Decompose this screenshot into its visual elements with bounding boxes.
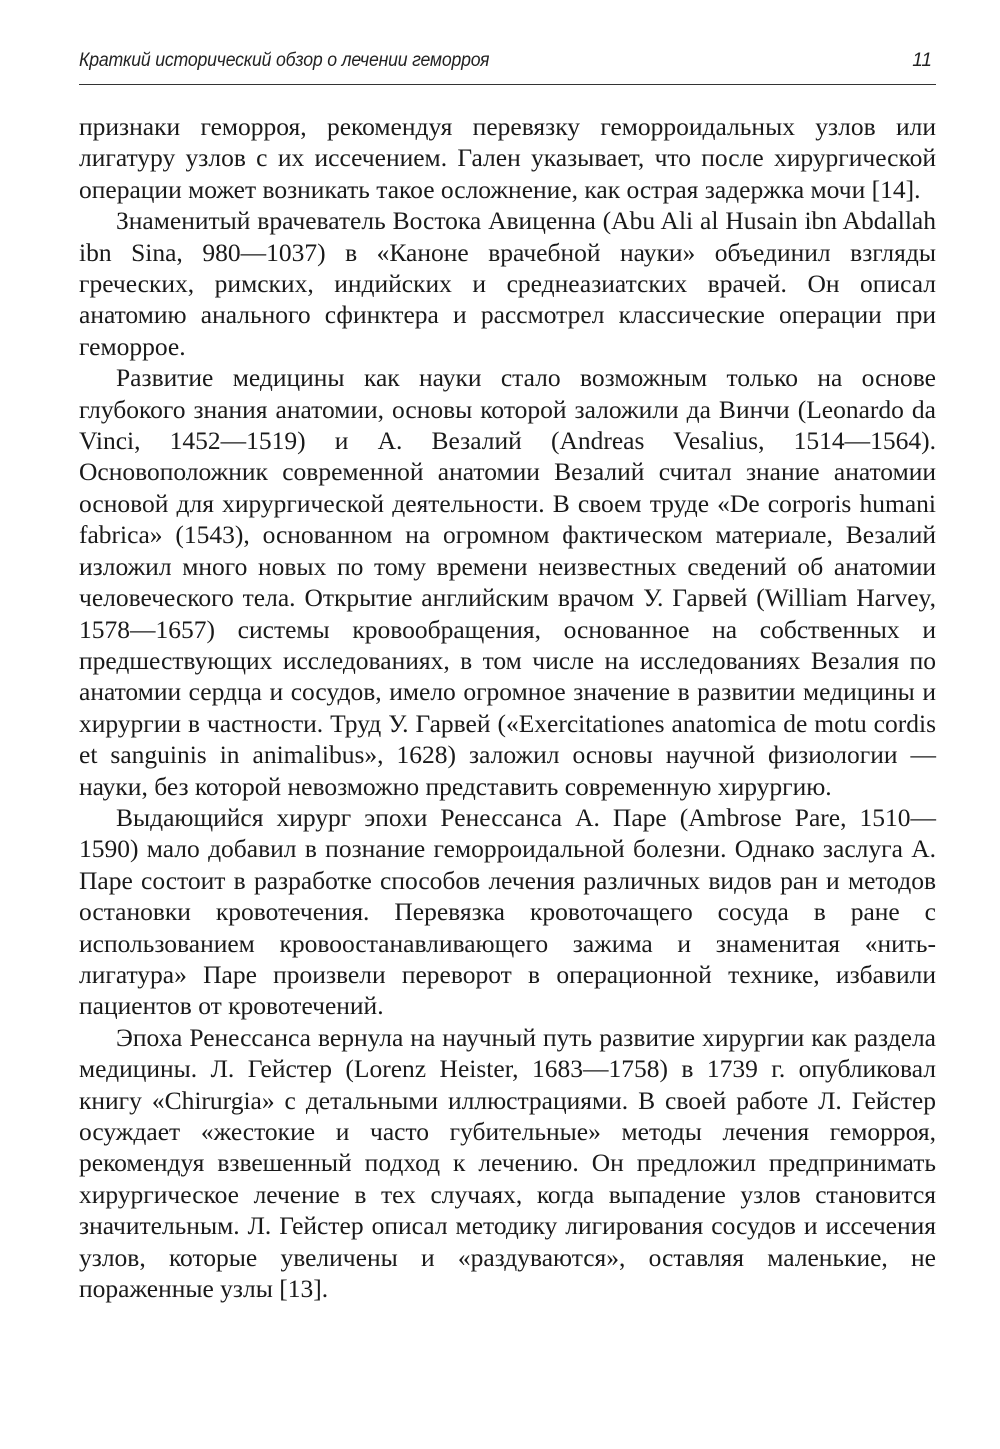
running-header	[79, 50, 936, 85]
paragraph-continuation: признаки геморроя, рекомендуя перевязку геморроидальных узлов или лигатуру узлов с их иссечением. Гален указывает, что после хирургической операции может возникать такое осложнение, как острая задержка мочи [14].	[79, 112, 936, 204]
running-title: Краткий исторический обзор о лечении геморроя	[79, 50, 490, 71]
paragraph-avicenna: Знаменитый врачеватель Востока Авиценна (Abu Ali al Husain ibn Abdallah ibn Sina, 980—1037) в «Каноне врачебной науки» объединил взгляды греческих, римских, индийских и среднеазиатских врачей. Он описал анатомию анального сфинктера и рассмотрел классические операции при геморрое.	[79, 206, 936, 361]
page-number: 11	[912, 50, 932, 71]
paragraph-anatomy: Развитие медицины как науки стало возможным только на основе глубокого знания анатомии, основы которой заложили да Винчи (Leonardo da Vinci, 1452—1519) и А. Везалий (Andreas Vesalius, 1514—1564). Основоположник современной анатомии Везалий считал знание анатомии основой для хирургической деятельности. В своем труде «De corporis humani fabrica» (1543), основанном на огромном фактическом материале, Везалий изложил много новых по тому времени неизвестных сведений об анатомии человеческого тела. Открытие английским врачом У. Гарвей (William Harvey, 1578—1657) системы кровообращения, основанное на собственных и предшествующих исследованиях, в том числе на исследованиях Везалия по анатомии сердца и сосудов, имело огромное значение в развитии медицины и хирургии в частности. Труд У. Гарвей («Exercitationes anatomica de motu cordis et sanguinis in animalibus», 1628) заложил основы научной физиологии — науки, без которой невозможно представить современную хирургию.	[79, 363, 936, 801]
paragraph-heister: Эпоха Ренессанса вернула на научный путь развитие хирургии как раздела медицины. Л. Гейстер (Lorenz Heister, 1683—1758) в 1739 г. опубликовал книгу «Chirurgia» с детальными иллюстрациями. В своей работе Л. Гейстер осуждает «жестокие и часто губительные» методы лечения геморроя, рекомендуя взвешенный подход к лечению. Он предложил предпринимать хирургическое лечение в тех случаях, когда выпадение узлов становится значительным. Л. Гейстер описал методику лигирования сосудов и иссечения узлов, которые увеличены и «раздуваются», оставляя маленькие, не пораженные узлы [13].	[79, 1022, 936, 1304]
book-page	[79, 50, 936, 1304]
body-text	[79, 111, 936, 1304]
paragraph-pare: Выдающийся хирург эпохи Ренессанса А. Паре (Ambrose Pare, 1510—1590) мало добавил в познание геморроидальной болезни. Однако заслуга А. Паре состоит в разработке способов лечения различных видов ран и методов остановки кровотечения. Перевязка кровоточащего сосуда в ране с использованием кровоостанавливающего зажима и знаменитая «нить-лигатура» Паре произвели переворот в операционной технике, избавили пациентов от кровотечений.	[79, 802, 936, 1021]
